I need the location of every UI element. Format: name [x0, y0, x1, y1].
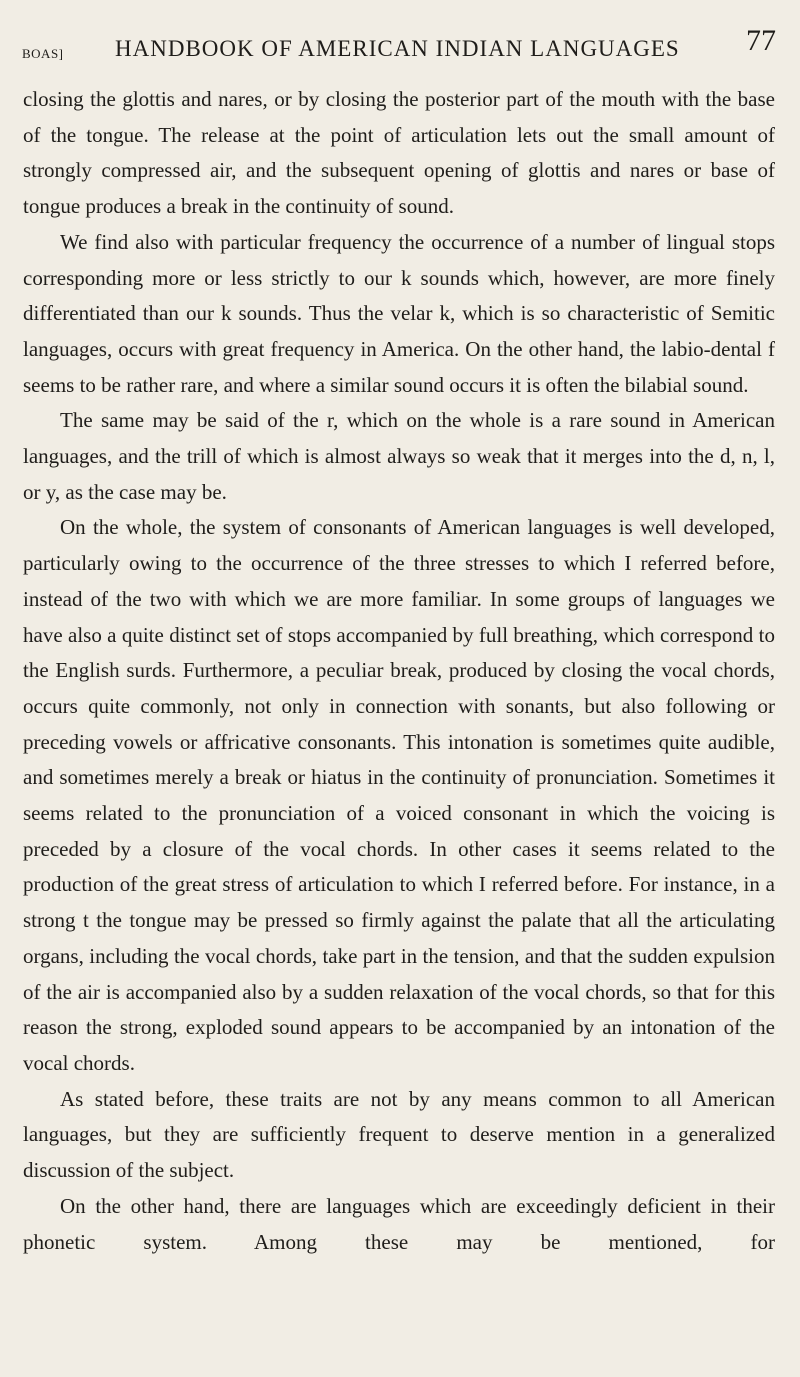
paragraph: We find also with particular frequency the occurrence of a number of lingual stops corresponding more or less strictly to our k sounds which, however, are more finely differentiated than our k sounds. Thus the velar k, which is so characteristic of Semitic languages, occurs with great frequency in America. On the other hand, the labio-dental f seems to be rather rare, and where a similar sound occurs it is often the bilabial sound. — [23, 229, 775, 397]
paragraph: The same may be said of the r, which on the whole is a rare sound in American languages, and the trill of which is almost always so weak that it merges into the d, n, l, or y, as the case may be. — [23, 408, 775, 504]
running-head-title: HANDBOOK OF AMERICAN INDIAN LANGUAGES — [115, 36, 680, 61]
running-head-author: BOAS] — [22, 46, 64, 61]
running-header — [22, 24, 776, 70]
page-number: 77 — [746, 24, 776, 57]
paragraph: On the other hand, there are languages which are exceedingly deficient in their phonetic system. Among these may be mentioned, for — [23, 1193, 775, 1254]
paragraph: On the whole, the system of consonants of American languages is well developed, particularly owing to the occurrence of the three stresses to which I referred before, instead of the two with which we are more familiar. In some groups of languages we have also a quite distinct set of stops accompanied by full breathing, which correspond to the English surds. Furthermore, a peculiar break, produced by closing the vocal chords, occurs quite commonly, not only in connection with sonants, but also following or preceding vowels or affricative consonants. This intonation is sometimes quite audible, and sometimes merely a break or hiatus in the continuity of pronunciation. Sometimes it seems related to the pronunciation of a voiced consonant in which the voicing is preceded by a closure of the vocal chords. In other cases it seems related to the production of the great stress of articulation to which I referred before. For instance, in a strong t the tongue may be pressed so firmly against the palate that all the articulating organs, including the vocal chords, take part in the tension, and that the sudden expulsion of the air is accompanied also by a sudden relaxation of the vocal chords, so that for this reason the strong, exploded sound appears to be accompanied by an intonation of the vocal chords. — [23, 515, 775, 1075]
body-text — [23, 82, 775, 1260]
paragraph: closing the glottis and nares, or by closing the posterior part of the mouth with the base of the tongue. The release at the point of articulation lets out the small amount of strongly compressed air, and the subsequent opening of glottis and nares or base of tongue produces a break in the continuity of sound. — [23, 87, 775, 219]
paragraph: As stated before, these traits are not by any means common to all American languages, but they are sufficiently frequent to deserve mention in a generalized discussion of the subject. — [23, 1086, 775, 1183]
